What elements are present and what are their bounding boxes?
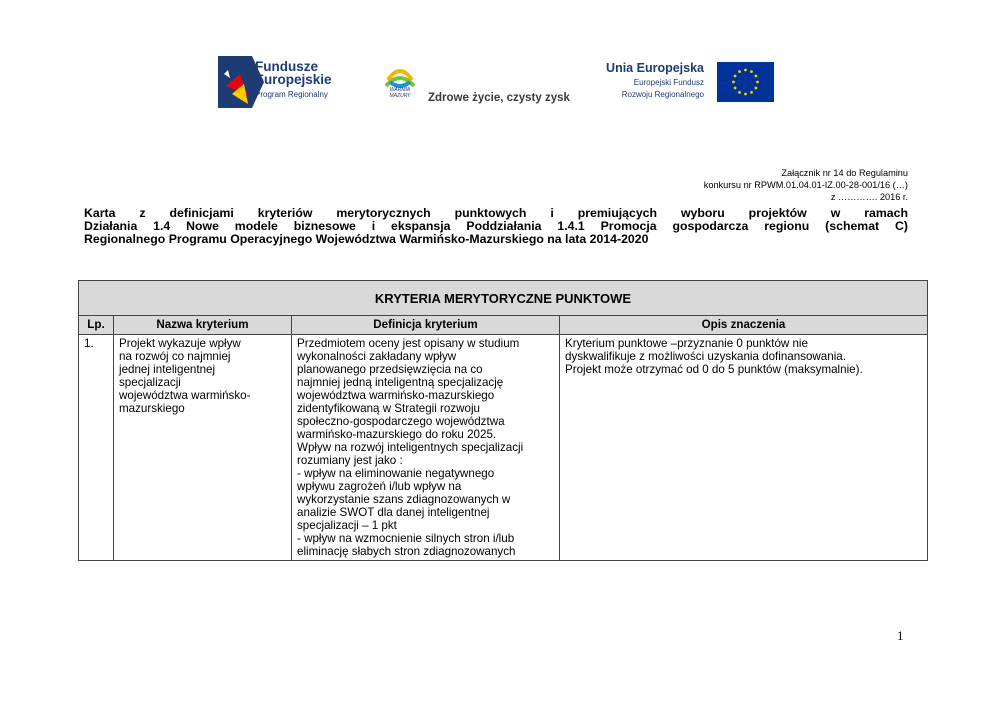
title-line-1: Karta z definicjami kryteriów merytorycznych punktowych i premiujących wyboru projektów w ramach	[84, 206, 908, 220]
document-title	[84, 207, 908, 246]
name-line: na rozwój co najmniej	[119, 350, 231, 363]
fundusze-subtitle: Program Regionalny	[255, 90, 328, 99]
definition-line: - wpływ na eliminowanie negatywnego	[297, 467, 495, 480]
fundusze-title-2: Europejskie	[255, 72, 332, 87]
header-name: Nazwa kryterium	[114, 316, 292, 335]
criteria-table	[78, 280, 928, 561]
eu-star-icon	[754, 87, 757, 90]
row-name	[114, 335, 292, 561]
eu-star-icon	[732, 81, 735, 84]
definition-line: eliminację słabych stron zdiagnozowanych	[297, 545, 516, 558]
eu-star-icon	[744, 69, 747, 72]
eu-star-icon	[738, 70, 741, 73]
title-line-2: Działania 1.4 Nowe modele biznesowe i ekspansja Poddziałania 1.4.1 Promocja gospodarcza regionu (schemat C)	[84, 219, 908, 233]
name-line: mazurskiego	[119, 402, 185, 415]
definition-line: zidentyfikowaną w Strategii rozwoju	[297, 402, 481, 415]
row-meaning	[560, 335, 928, 561]
definition-line: warmińsko-mazurskiego do roku 2025.	[297, 428, 497, 441]
eu-star-icon	[734, 87, 737, 90]
definition-line: najmniej jedną inteligentną specjalizację	[297, 376, 504, 389]
annex-note	[704, 167, 908, 203]
eu-star-icon	[750, 91, 753, 94]
warmia-caption	[381, 87, 419, 99]
definition-line: wpływu zagrożeń i/lub wpływ na	[297, 480, 462, 493]
logo-bar	[0, 0, 992, 120]
table-row	[79, 335, 928, 561]
definition-line: rozumiany jest jako :	[297, 454, 403, 467]
eu-star-icon	[734, 75, 737, 78]
meaning-line: dyskwalifikuje z możliwości uzyskania dofinansowania.	[565, 350, 846, 363]
eu-star-icon	[750, 70, 753, 73]
row-lp: 1.	[79, 335, 114, 561]
definition-line: wykorzystanie szans zdiagnozowanych w	[297, 493, 511, 506]
ue-title: Unia Europejska	[606, 61, 704, 75]
warmia-caption-2: MAZURY	[389, 93, 411, 99]
eu-flag-icon	[717, 62, 774, 102]
name-line: jednej inteligentnej	[119, 363, 216, 376]
region-slogan: Zdrowe życie, czysty zysk	[428, 92, 570, 104]
ue-subtitle-1: Europejski Fundusz	[633, 78, 704, 87]
name-line: specjalizacji	[119, 376, 181, 389]
definition-line: - wpływ na wzmocnienie silnych stron i/lub	[297, 532, 515, 545]
definition-line: wykonalności zakładany wpływ	[297, 350, 457, 363]
definition-line: planowanego przedsięwzięcia na co	[297, 363, 483, 376]
title-line-3: Regionalnego Programu Operacyjnego Województwa Warmińsko-Mazurskiego na lata 2014-2020	[84, 232, 649, 246]
header-lp: Lp.	[79, 316, 114, 335]
annex-line-2: konkursu nr RPWM.01.04.01-IZ.00-28-001/16 (…)	[703, 180, 908, 190]
name-line: Projekt wykazuje wpływ	[119, 337, 241, 350]
meaning-line: Kryterium punktowe –przyznanie 0 punktów nie	[565, 337, 808, 350]
definition-line: społeczno-gospodarczego województwa	[297, 415, 505, 428]
fundusze-title-1: Fundusze	[255, 59, 318, 74]
eu-star-icon	[744, 93, 747, 96]
definition-line: Przedmiotem oceny jest opisany w studium	[297, 337, 520, 350]
definition-line: Wpływ na rozwój inteligentnych specjalizacji	[297, 441, 524, 454]
definition-line: analizie SWOT dla danej inteligentnej	[297, 506, 490, 519]
definition-line: województwa warmińsko-mazurskiego	[297, 389, 495, 402]
row-definition	[292, 335, 560, 561]
ue-subtitle-2: Rozwoju Regionalnego	[621, 90, 704, 99]
fundusze-text	[255, 60, 332, 101]
name-line: województwa warmińsko-	[119, 389, 251, 402]
definition-line: specjalizacji – 1 pkt	[297, 519, 397, 532]
header-meaning: Opis znaczenia	[560, 316, 928, 335]
eu-star-icon	[756, 81, 759, 84]
unia-europejska-text	[606, 62, 704, 101]
annex-line-1: Załącznik nr 14 do Regulaminu	[781, 168, 908, 178]
annex-line-3: z …………. 2016 r.	[830, 192, 908, 202]
warmia-caption-1: WARMIA	[389, 87, 411, 93]
header-definition: Definicja kryterium	[292, 316, 560, 335]
meaning-line: Projekt może otrzymać od 0 do 5 punktów (maksymalnie).	[565, 363, 863, 376]
eu-star-icon	[738, 91, 741, 94]
eu-star-icon	[754, 75, 757, 78]
table-banner: KRYTERIA MERYTORYCZNE PUNKTOWE	[79, 281, 928, 316]
page-number: 1	[897, 628, 904, 643]
